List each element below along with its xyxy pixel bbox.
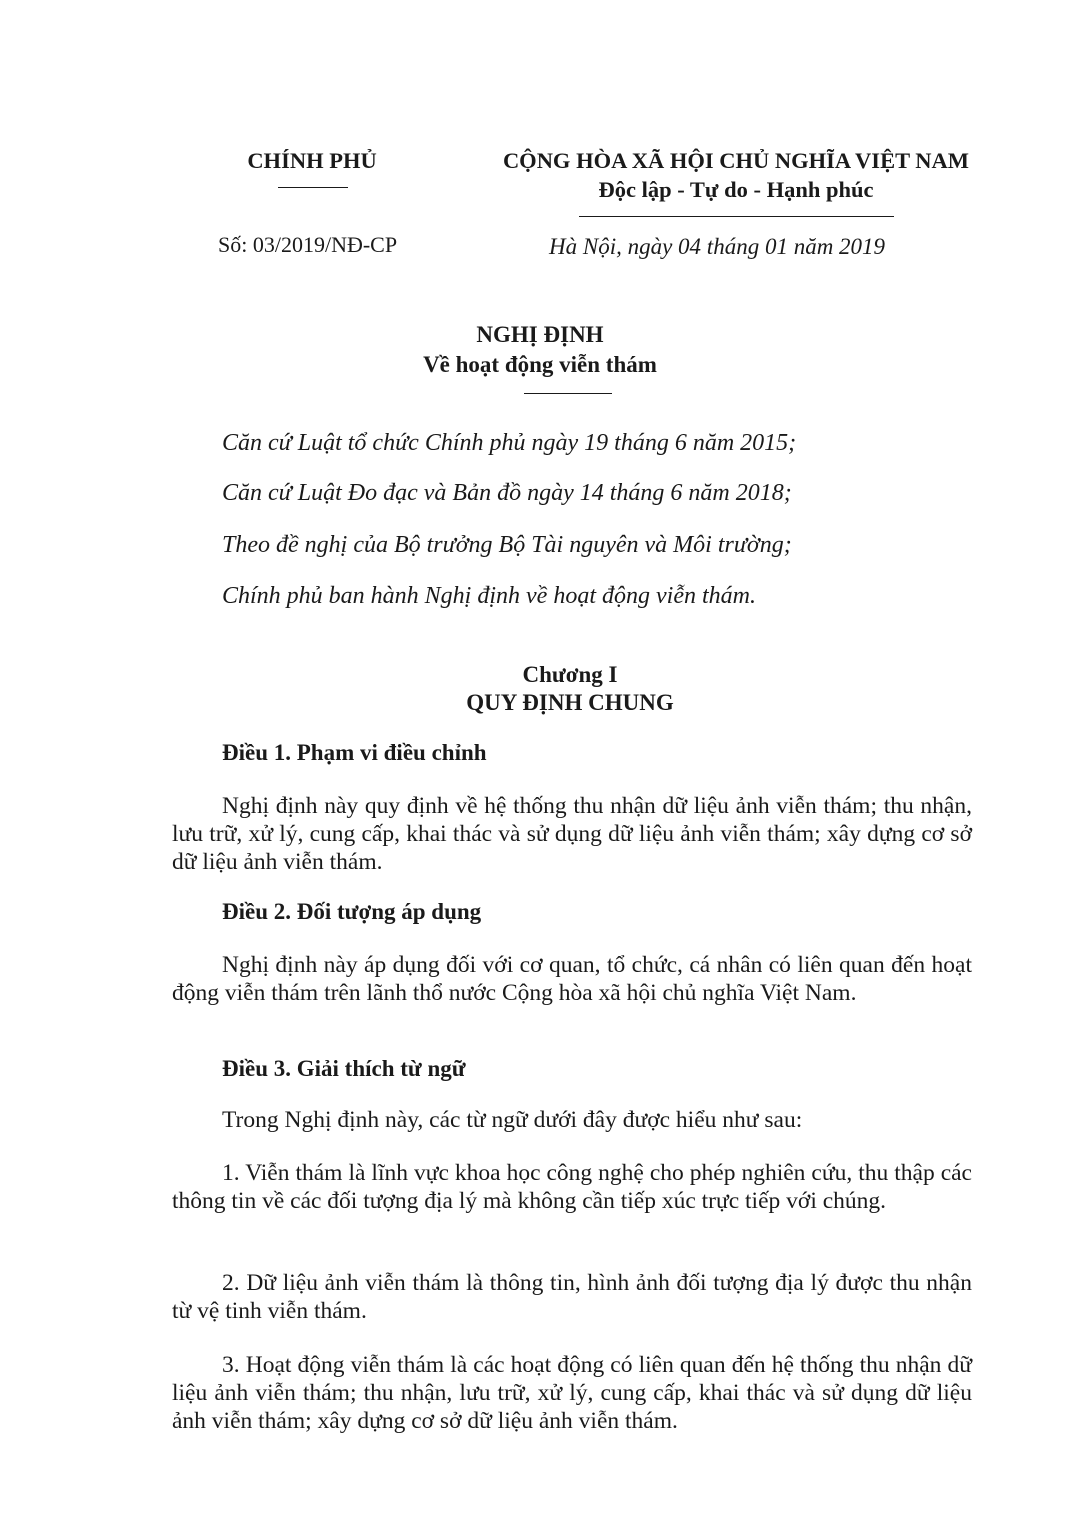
document-type: NGHỊ ĐỊNH <box>476 322 604 347</box>
nation-name: CỘNG HÒA XÃ HỘI CHỦ NGHĨA VIỆT NAM <box>502 148 970 173</box>
article-paragraph: Nghị định này quy định về hệ thống thu nhận dữ liệu ảnh viễn thám; thu nhận, lưu trữ, xử lý, cung cấp, khai thác và sử dụng dữ liệu ảnh viễn thám; xây dựng cơ sở dữ liệu ảnh viễn thám. <box>172 793 972 875</box>
place-and-date: Hà Nội, ngày 04 tháng 01 năm 2019 <box>549 234 886 259</box>
national-motto: Độc lập - Tự do - Hạnh phúc <box>598 177 874 202</box>
document-number: Số: 03/2019/NĐ-CP <box>218 232 398 257</box>
chapter-name: QUY ĐỊNH CHUNG <box>466 690 674 715</box>
title-underline <box>524 393 612 394</box>
article-paragraph: 1. Viễn thám là lĩnh vực khoa học công nghệ cho phép nghiên cứu, thu thập các thông tin về các đối tượng địa lý mà không cần tiếp xúc trực tiếp với chúng. <box>172 1160 972 1214</box>
document-subject: Về hoạt động viễn thám <box>423 352 657 377</box>
chapter-number: Chương I <box>522 662 618 687</box>
article-title: Điều 3. Giải thích từ ngữ <box>222 1056 466 1081</box>
basis-line: Chính phủ ban hành Nghị định về hoạt động viễn thám. <box>222 583 756 609</box>
basis-line: Theo đề nghị của Bộ trưởng Bộ Tài nguyên và Môi trường; <box>222 532 792 558</box>
article-paragraph: 2. Dữ liệu ảnh viễn thám là thông tin, hình ảnh đối tượng địa lý được thu nhận từ vệ tinh viễn thám. <box>172 1270 972 1324</box>
issuer-underline <box>278 187 348 188</box>
article-paragraph: Nghị định này áp dụng đối với cơ quan, tổ chức, cá nhân có liên quan đến hoạt động viễn thám trên lãnh thổ nước Cộng hòa xã hội chủ nghĩa Việt Nam. <box>172 952 972 1006</box>
basis-line: Căn cứ Luật Đo đạc và Bản đồ ngày 14 tháng 6 năm 2018; <box>222 480 792 506</box>
motto-underline <box>579 216 894 217</box>
issuer-name: CHÍNH PHỦ <box>247 148 377 173</box>
basis-line: Căn cứ Luật tổ chức Chính phủ ngày 19 tháng 6 năm 2015; <box>222 430 797 456</box>
article-paragraph: 3. Hoạt động viễn thám là các hoạt động có liên quan đến hệ thống thu nhận dữ liệu ảnh viễn thám; thu nhận, lưu trữ, xử lý, cung cấp, khai thác và sử dụng dữ liệu ảnh viễn thám; xây dựng cơ sở dữ liệu ảnh viễn thám. <box>172 1352 972 1434</box>
article-title: Điều 2. Đối tượng áp dụng <box>222 899 482 924</box>
article-title: Điều 1. Phạm vi điều chỉnh <box>222 740 487 765</box>
article-paragraph: Trong Nghị định này, các từ ngữ dưới đây được hiểu như sau: <box>222 1107 803 1133</box>
